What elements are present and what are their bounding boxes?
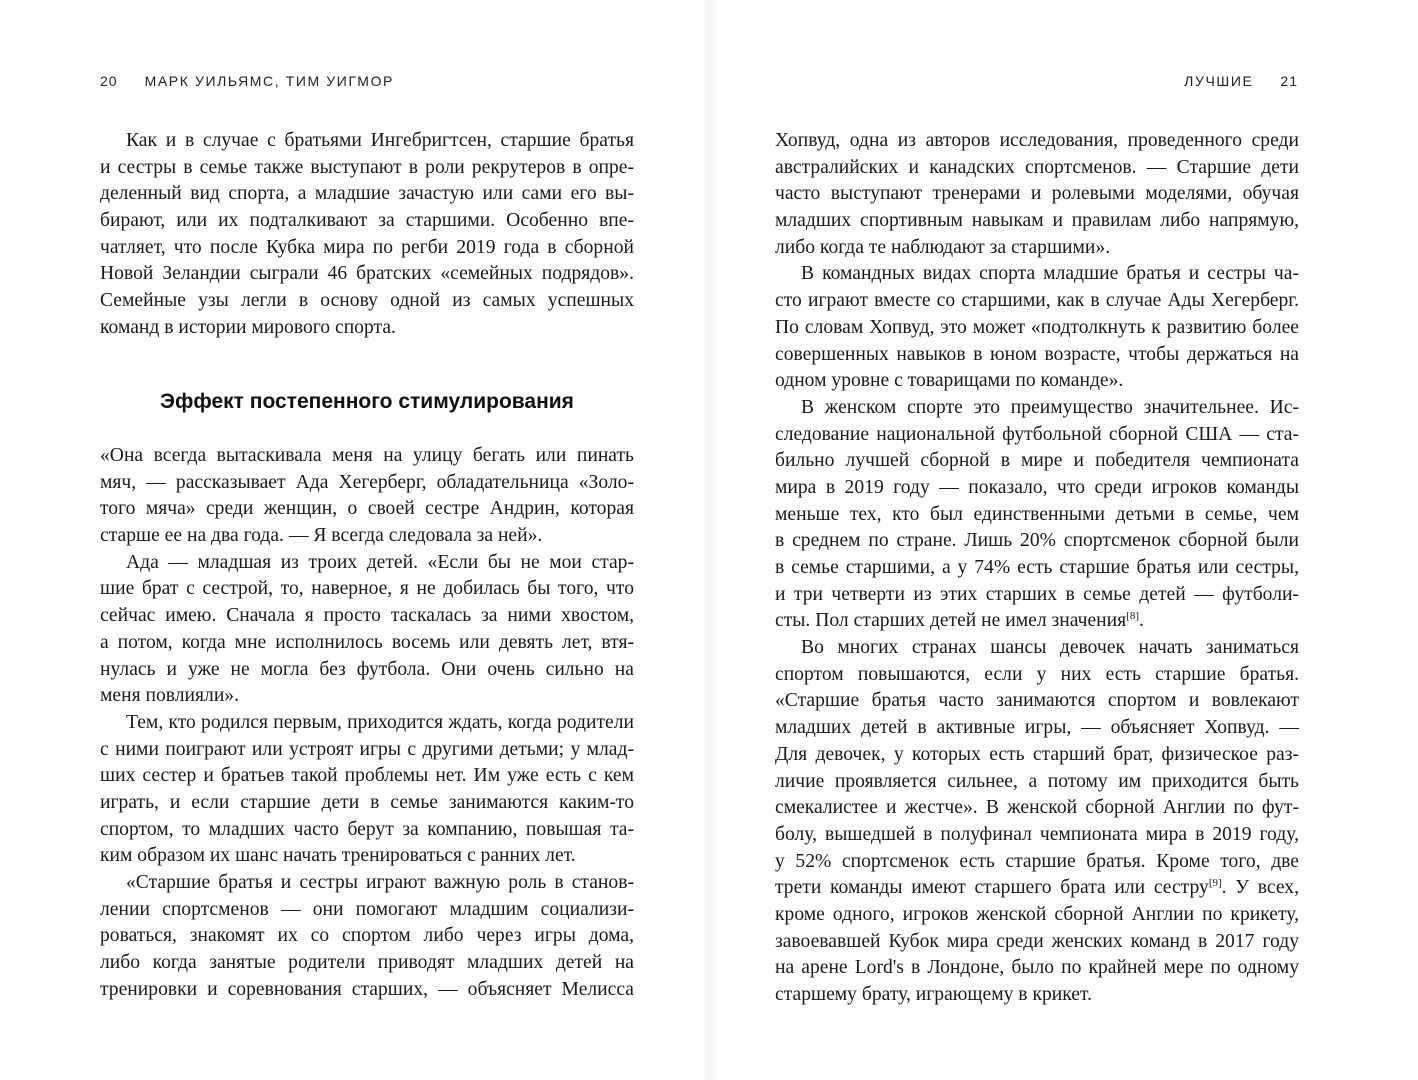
text-line: либо когда те наблюдают за старшими». xyxy=(775,236,1111,258)
book-gutter xyxy=(700,0,718,1080)
paragraph xyxy=(775,395,1299,635)
text-line: деленный вид спорта, а младшие зачастую или сами его вы- xyxy=(100,183,634,205)
text-line: шие брат с сестрой, то, наверное, я не добилась бы того, что xyxy=(100,578,634,600)
text-line: ших сестер и братьев такой проблемы нет. Им уже есть с кем xyxy=(100,765,634,787)
text-line: на арене Lord's в Лондоне, было по крайней мере по одному xyxy=(775,957,1299,979)
paragraph xyxy=(775,128,1299,261)
text-line: австралийских и канадских спортсменов. — Старшие дети xyxy=(775,156,1299,178)
text-line: тренировки и соревнования старших, — объясняет Мелисса xyxy=(100,978,634,1000)
text-line: в семье старшими, а у 74% есть старшие братья или сестры, xyxy=(775,557,1299,578)
text-line: того мяча» среди женщин, о своей сестре Андрин, которая xyxy=(100,498,634,520)
text-line: одном уровне с товарищами по команде». xyxy=(775,370,1124,392)
text-line: в среднем по стране. Лишь 20% спортсменок сборной были xyxy=(775,530,1299,552)
text-line: команд в истории мирового спорта. xyxy=(100,316,396,338)
text-line: старшему брату, играющему в крикет. xyxy=(775,984,1092,1005)
left-page xyxy=(0,0,700,1080)
right-running-head xyxy=(1184,73,1298,89)
text-line: сты. Пол старших детей не имел значения[8]. xyxy=(775,610,1144,632)
text-line: «Старшие братья и сестры играют важную роль в станов- xyxy=(126,872,634,893)
text-line: Хопвуд, одна из авторов исследования, проведенного среди xyxy=(775,130,1299,151)
text-line: сто играют вместе со старшими, как в случае Ады Хегерберг. xyxy=(775,290,1299,312)
text-line: чатляет, что после Кубка мира по регби 2019 года в сборной xyxy=(100,236,634,258)
text-line: По словам Хопвуд, это может «подтолкнуть к развитию более xyxy=(775,316,1299,338)
text-line: Для девочек, у которых есть старший брат, физическое раз- xyxy=(775,743,1299,765)
right-column-body xyxy=(775,128,1299,1009)
text-line: спортом повышаются, если у них есть старшие братья. xyxy=(775,663,1299,685)
text-line: с ними поиграют или устроят игры с другими детьми; у млад- xyxy=(100,738,634,760)
text-line: кроме одного, игроков женской сборной Англии по крикету, xyxy=(775,903,1299,925)
text-line: либо когда занятые родители приводят младших детей на xyxy=(100,952,634,974)
text-line: нулась и уже не могла без футбола. Они очень сильно на xyxy=(100,658,634,680)
text-line: следование национальной футбольной сборной США — ста- xyxy=(775,423,1299,445)
text-line: болу, вышедшей в полуфинал чемпионата мира в 2019 году, xyxy=(775,823,1299,845)
text-line: младших детей в активные игры, — объясняет Хопвуд. — xyxy=(775,717,1299,739)
footnote-reference[interactable]: [8] xyxy=(1126,610,1139,623)
page-number: 20 xyxy=(100,73,118,89)
paragraph xyxy=(100,128,634,342)
text-line: В женском спорте это преимущество значительнее. Ис- xyxy=(801,396,1299,418)
footnote-reference[interactable]: [9] xyxy=(1208,877,1222,890)
text-line: роваться, знакомят их со спортом либо через игры дома, xyxy=(100,925,634,947)
text-line: и сестры в семье также выступают в роли рекрутеров в опре- xyxy=(100,156,634,178)
text-line: Как и в случае с братьями Ингебригтсен, старшие братья xyxy=(126,130,634,151)
left-column-body xyxy=(100,443,634,1003)
paragraph xyxy=(100,443,634,550)
text-line: ким образом их шанс начать тренироваться с ранних лет. xyxy=(100,845,576,867)
left-running-head xyxy=(100,73,394,89)
text-line: трети команды имеют старшего брата или сестру[9]. У всех, xyxy=(775,877,1299,899)
text-line: завоевавшей Кубок мира среди женских команд в 2017 году xyxy=(775,930,1299,952)
text-line: младших спортивным навыкам и правилам либо напрямую, xyxy=(775,210,1299,232)
paragraph xyxy=(100,710,634,870)
text-line: В командных видах спорта младшие братья и сестры ча- xyxy=(801,263,1299,285)
text-line: бирают, или их подталкивают за старшими. Особенно впе- xyxy=(100,210,634,232)
text-line: Ада — младшая из троих детей. «Если бы не мои стар- xyxy=(126,551,634,573)
page-number: 21 xyxy=(1280,73,1298,89)
text-line: мяч, — рассказывает Ада Хегерберг, обладательница «Золо- xyxy=(100,471,634,493)
text-line: Семейные узы легли в основу одной из самых успешных xyxy=(100,290,634,312)
text-line: смекалистее и жестче». В женской сборной Англии по фут- xyxy=(775,797,1299,819)
text-line: личие проявляется сильнее, а потому им приходится быть xyxy=(775,770,1299,792)
text-line: Новой Зеландии сыграли 46 братских «семейных подрядов». xyxy=(100,263,634,285)
left-column-top xyxy=(100,128,634,342)
book-title: ЛУЧШИЕ xyxy=(1184,73,1254,89)
paragraph xyxy=(100,870,634,1003)
section-heading: Эффект постепенного стимулирования xyxy=(160,390,574,413)
text-line: Тем, кто родился первым, приходится ждать, когда родители xyxy=(126,711,634,733)
text-line: часто выступают тренерами и ролевыми моделями, обучая xyxy=(775,183,1299,205)
right-page xyxy=(718,0,1418,1080)
paragraph xyxy=(775,261,1299,394)
text-line: меньше тех, кто был единственными детьми в семье, чем xyxy=(775,503,1299,525)
text-line: бильно лучшей сборной в мире и победителя чемпионата xyxy=(775,450,1299,472)
author-names: МАРК УИЛЬЯМС, ТИМ УИГМОР xyxy=(144,73,394,89)
text-line: играть, и если старшие дети в семье занимаются каким-то xyxy=(100,791,634,813)
text-line: совершенных навыков в юном возрасте, чтобы держаться на xyxy=(775,343,1299,365)
text-line: старше ее на два года. — Я всегда следовала за ней». xyxy=(100,525,543,547)
text-line: меня повлияли». xyxy=(100,685,240,707)
paragraph xyxy=(100,550,634,710)
text-line: у 52% спортсменок есть старшие братья. Кроме того, две xyxy=(775,850,1299,872)
text-line: мира в 2019 году — показало, что среди игроков команды xyxy=(775,476,1299,498)
text-line: лении спортсменов — они помогают младшим социализи- xyxy=(100,898,634,920)
text-line: и три четверти из этих старших в семье детей — футболи- xyxy=(775,583,1299,605)
text-line: «Она всегда вытаскивала меня на улицу бегать или пинать xyxy=(100,445,634,466)
text-line: сейчас имею. Сначала я просто таскалась за ними хвостом, xyxy=(100,605,634,627)
text-line: а потом, когда мне исполнилось восемь или девять лет, втя- xyxy=(100,631,634,653)
text-line: Во многих странах шансы девочек начать заниматься xyxy=(801,637,1299,659)
text-line: «Старшие братья часто занимаются спортом и вовлекают xyxy=(775,690,1299,712)
paragraph xyxy=(775,635,1299,1009)
text-line: спортом, то младших часто берут за компанию, повышая та- xyxy=(100,818,634,840)
